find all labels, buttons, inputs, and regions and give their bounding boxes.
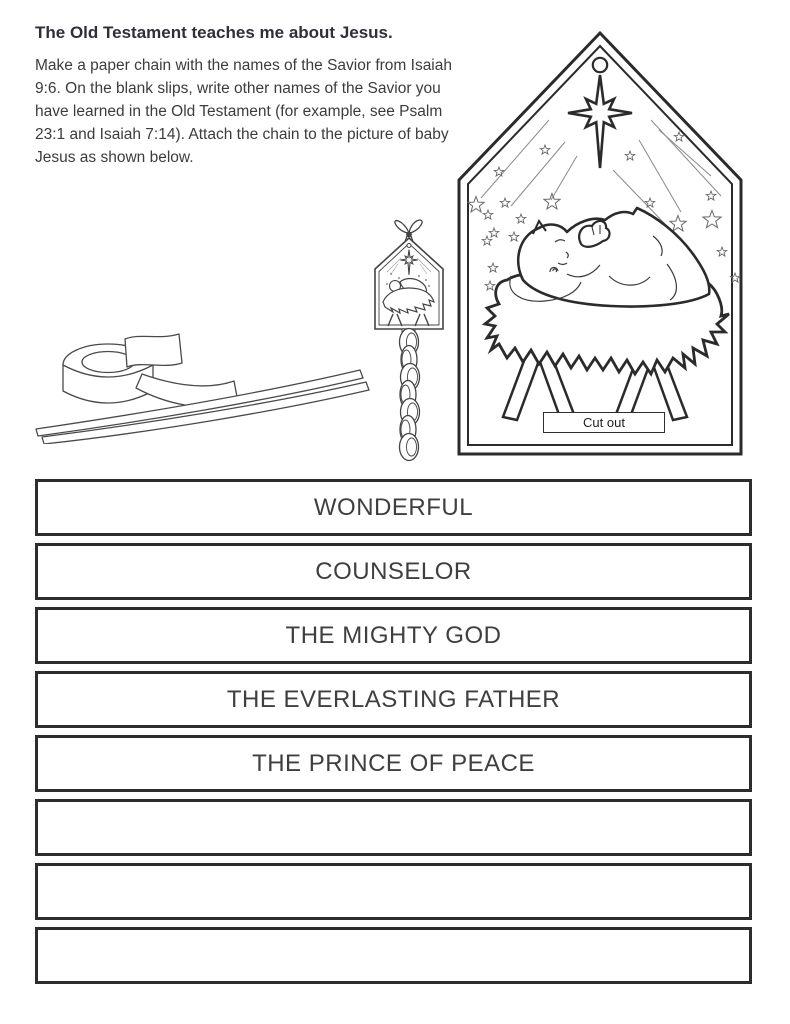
name-strip-the-prince-of-peace [35,735,752,792]
blank-strip-2 [35,863,752,920]
name-strips-list [35,479,752,984]
cut-out-label: Cut out [583,415,625,430]
name-strip-wonderful [35,479,752,536]
mini-hanging-hole-icon [407,244,411,248]
hanging-hole-icon [593,58,607,72]
paper-chain-example-drawing [371,212,455,465]
blank-strip-1 [35,799,752,856]
strip-label: THE PRINCE OF PEACE [252,749,535,777]
star-of-bethlehem-icon [568,75,632,168]
paper-chain-example-illustration [371,212,455,465]
paper-strips-drawing [28,332,378,444]
mini-manger-drawing [383,279,434,326]
baby-jesus-drawing [510,208,709,307]
strip-label: THE EVERLASTING FATHER [226,685,561,713]
cut-out-label-box [543,412,665,433]
nativity-cutout-illustration [453,28,745,458]
name-strip-the-everlasting-father [35,671,752,728]
name-strip-counselor [35,543,752,600]
intro-section [35,22,455,169]
strip-label: THE MIGHTY GOD [285,621,502,649]
page-title: The Old Testament teaches me about Jesus. [35,23,393,42]
blank-strip-3 [35,927,752,984]
chain-links-icon [400,329,420,461]
strip-label: COUNSELOR [315,557,472,585]
name-strip-the-mighty-god [35,607,752,664]
strip-label: WONDERFUL [313,493,474,521]
nativity-picture-drawing [453,28,745,458]
instructions-text: Make a paper chain with the names of the Savior from Isaiah 9:6. On the blank slips, write other names of the Savior you have learned in the Old Testament (for example, see Psalm 23:1 and Isaiah 7:14). Attach the chain to the picture of baby Jesus as shown below. [35,56,452,166]
mini-star-icon [400,250,417,275]
paper-strips-illustration [28,332,378,444]
